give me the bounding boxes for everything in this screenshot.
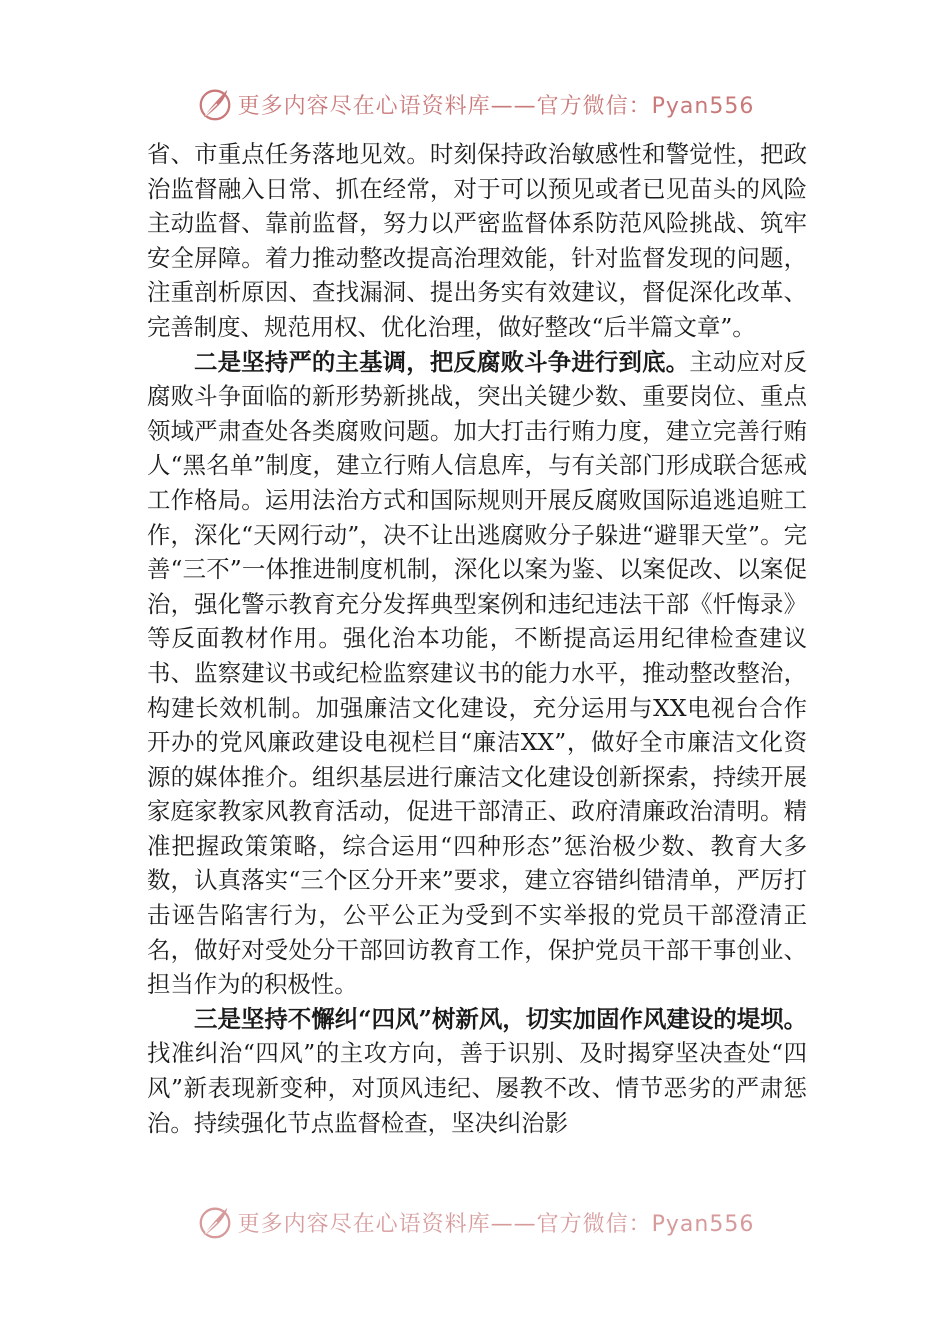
paragraph-heading: 二是坚持严的主基调，把反腐败斗争进行到底。 [194, 347, 690, 376]
paragraph [147, 1002, 807, 1140]
watermark-footer [0, 1200, 950, 1244]
quill-pen-logo-icon [196, 1203, 234, 1241]
paragraph-heading: 三是坚持不懈纠“四风”树新风，切实加固作风建设的堤坝。 [194, 1004, 807, 1033]
document-body [147, 137, 807, 1217]
watermark-text: 更多内容尽在心语资料库——官方微信：Pyan556 [237, 1211, 755, 1237]
paragraph-text: 主动应对反腐败斗争面临的新形势新挑战，突出关键少数、重要岗位、重点领域严肃查处各类腐败问题。加大打击行贿力度，建立完善行贿人“黑名单”制度，建立行贿人信息库，与有关部门形成联合惩戒工作格局。运用法治方式和国际规则开展反腐败国际追逃追赃工作，深化“天网行动”，决不让出逃腐败分子躲进“避罪天堂”。完善“三不”一体推进制度机制，深化以案为鉴、以案促改、以案促治，强化警示教育充分发挥典型案例和违纪违法干部《忏悔录》等反面教材作用。强化治本功能，不断提高运用纪律检查建议书、监察建议书或纪检监察建议书的能力水平，推动整改整治，构建长效机制。加强廉洁文化建设，充分运用与XX电视台合作开办的党风廉政建设电视栏目“廉洁XX”，做好全市廉洁文化资源的媒体推介。组织基层进行廉洁文化建设创新探索，持续开展家庭家教家风教育活动，促进干部清正、政府清廉政治清明。精准把握政策策略，综合运用“四种形态”惩治极少数、教育大多数，认真落实“三个区分开来”要求，建立容错纠错清单，严厉打击诬告陷害行为，公平公正为受到不实举报的党员干部澄清正名，做好对受处分干部回访教育工作，保护党员干部干事创业、担当作为的积极性。 [147, 347, 807, 999]
watermark-header [0, 82, 950, 126]
watermark-text: 更多内容尽在心语资料库——官方微信：Pyan556 [237, 93, 755, 119]
paragraph-text: 找准纠治“四风”的主攻方向，善于识别、及时揭穿坚决查处“四风”新表现新变种，对顶风违纪、屡教不改、情节恶劣的严肃惩治。持续强化节点监督检查，坚决纠治影 [147, 1039, 807, 1137]
quill-pen-logo-icon [196, 85, 234, 123]
paragraph-text: 省、市重点任务落地见效。时刻保持政治敏感性和警觉性，把政治监督融入日常、抓在经常，对于可以预见或者已见苗头的风险主动监督、靠前监督，努力以严密监督体系防范风险挑战、筑牢安全屏障。着力推动整改提高治理效能，针对监督发现的问题，注重剖析原因、查找漏洞、提出务实有效建议，督促深化改革、完善制度、规范用权、优化治理，做好整改“后半篇文章”。 [147, 140, 807, 341]
paragraph [147, 137, 807, 345]
paragraph [147, 345, 807, 1002]
